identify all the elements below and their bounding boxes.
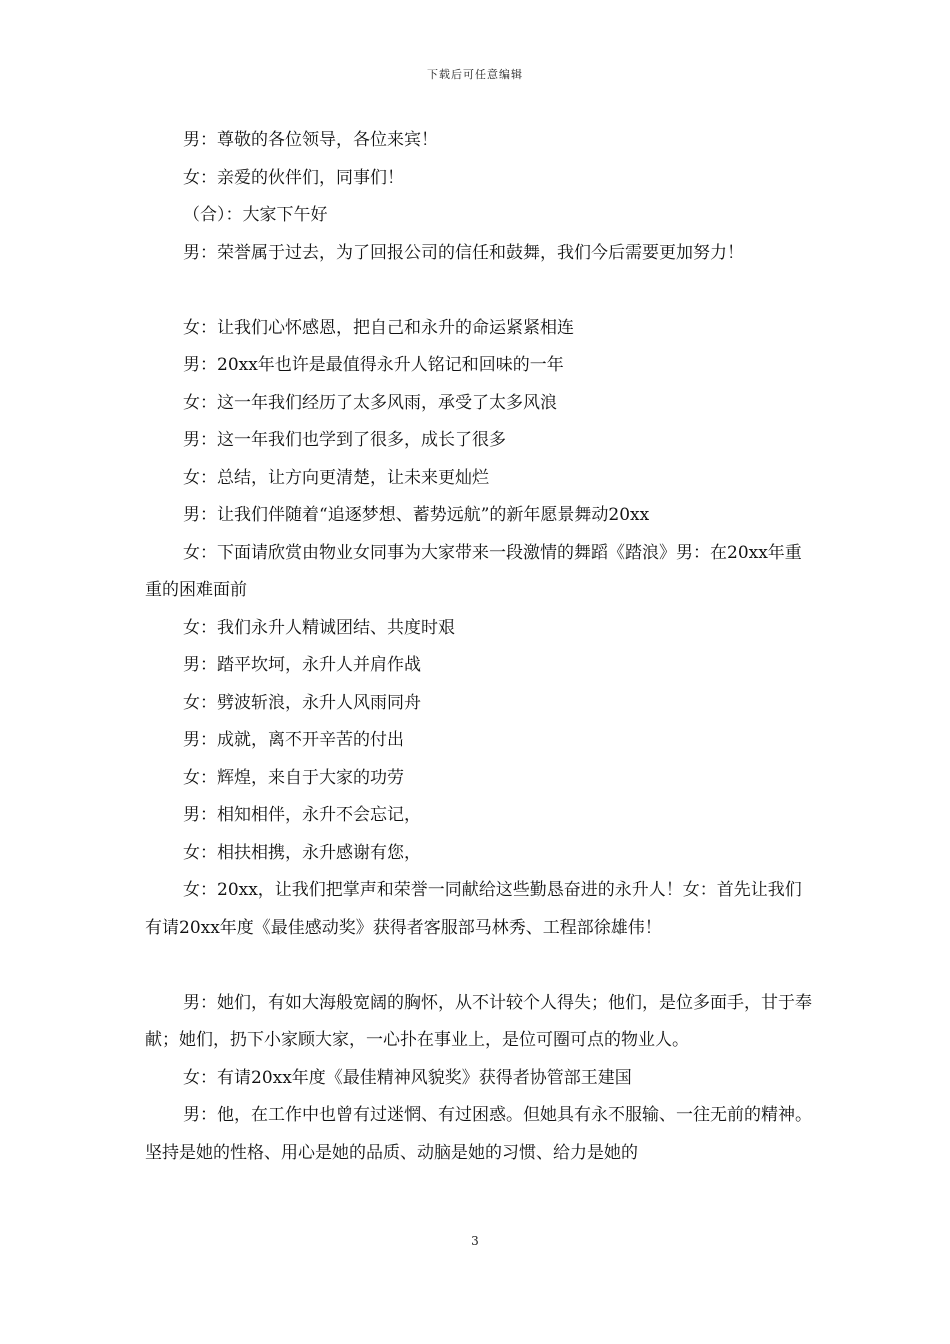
paragraph: 男：他，在工作中也曾有过迷惘、有过困惑。但她具有永不服输、一往无前的精神。坚持是她的性格、用心是她的品质、动脑是她的习惯、给力是她的 xyxy=(145,1105,812,1163)
paragraph: 女：辉煌，来自于大家的功劳 xyxy=(183,767,404,788)
document-body xyxy=(145,122,815,1172)
page-header: 下载后可任意编辑 xyxy=(427,68,523,81)
paragraph: 男：让我们伴随着“追逐梦想、蓄势远航”的新年愿景舞动20xx xyxy=(183,505,650,525)
paragraph: 男：荣誉属于过去，为了回报公司的信任和鼓舞，我们今后需要更加努力！ xyxy=(183,242,744,263)
paragraph: 女：相扶相携，永升感谢有您， xyxy=(183,842,421,863)
paragraph: 女：我们永升人精诚团结、共度时艰 xyxy=(183,617,455,638)
paragraph: 女：亲爱的伙伴们，同事们！ xyxy=(183,167,404,188)
paragraph: （合）：大家下午好 xyxy=(183,205,328,225)
paragraph: 男：20xx年也许是最值得永升人铭记和回味的一年 xyxy=(183,355,564,375)
paragraph: 男：踏平坎坷，永升人并肩作战 xyxy=(183,655,421,675)
paragraph: 男：尊敬的各位领导，各位来宾！ xyxy=(183,130,438,150)
paragraph: 男：成就，离不开辛苦的付出 xyxy=(183,730,404,750)
paragraph: 女：下面请欣赏由物业女同事为大家带来一段激情的舞蹈《踏浪》男：在20xx年重重的困难面前 xyxy=(145,542,802,600)
paragraph: 男：这一年我们也学到了很多，成长了很多 xyxy=(183,430,506,450)
paragraph: 男：她们，有如大海般宽阔的胸怀，从不计较个人得失；他们，是位多面手，甘于奉献；她们，扔下小家顾大家，一心扑在事业上，是位可圈可点的物业人。 xyxy=(145,992,812,1050)
paragraph: 女：总结，让方向更清楚，让未来更灿烂 xyxy=(183,467,489,488)
paragraph: 女：这一年我们经历了太多风雨，承受了太多风浪 xyxy=(183,392,557,413)
paragraph: 女：20xx，让我们把掌声和荣誉一同献给这些勤恳奋进的永升人！女：首先让我们有请20xx年度《最佳感动奖》获得者客服部马林秀、工程部徐雄伟！ xyxy=(145,880,802,938)
paragraph: 女：让我们心怀感恩，把自己和永升的命运紧紧相连 xyxy=(183,317,574,338)
page-number: 3 xyxy=(471,1234,479,1248)
paragraph: 女：有请20xx年度《最佳精神风貌奖》获得者协管部王建国 xyxy=(183,1067,632,1088)
paragraph: 男：相知相伴，永升不会忘记， xyxy=(183,805,421,825)
paragraph: 女：劈波斩浪，永升人风雨同舟 xyxy=(183,692,421,713)
